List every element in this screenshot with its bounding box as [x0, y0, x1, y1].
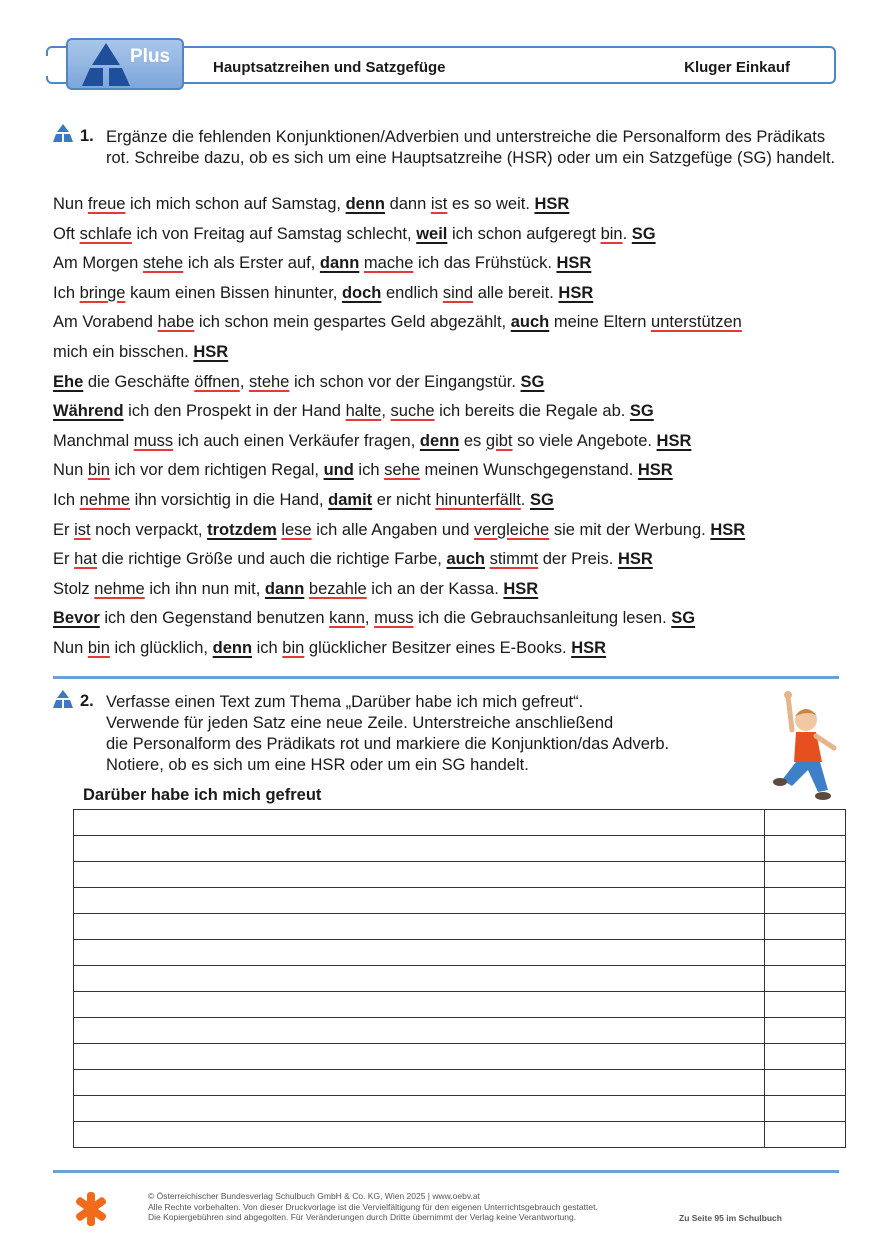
- answer-label: SG: [671, 609, 696, 628]
- sentence-text: ,: [239, 372, 249, 391]
- exercise-line: [53, 521, 745, 540]
- conjunction: weil: [416, 224, 448, 243]
- section-divider: [53, 676, 839, 679]
- sentence-text: die richtige Größe und auch die richtige Farbe,: [97, 550, 447, 569]
- writing-row: [74, 1044, 846, 1070]
- verb-underlined: bringe: [79, 283, 126, 302]
- sentence-text: der Preis.: [538, 550, 618, 569]
- sentence-text: ich ihn nun mit,: [144, 579, 265, 598]
- task2-instruction-line: die Personalform des Prädikats rot und markiere die Konjunktion/das Adverb.: [106, 735, 670, 753]
- exercise-line: [53, 225, 656, 244]
- task2-number: 2.: [80, 692, 94, 710]
- sentence-text: ich von Freitag auf Samstag schlecht,: [131, 224, 417, 243]
- verb-underlined: ist: [430, 195, 448, 213]
- sentence-text: ich alle Angaben und: [311, 520, 475, 539]
- exercise-line: [53, 195, 569, 214]
- answer-label: HSR: [534, 195, 570, 213]
- level-pyramid-icon: [53, 124, 73, 142]
- answer-label: HSR: [710, 520, 746, 539]
- writing-row: [74, 1122, 846, 1148]
- type-cell[interactable]: [765, 966, 846, 992]
- sentence-text: meine Eltern: [549, 313, 652, 332]
- verb-underlined: habe: [157, 313, 195, 332]
- sentence-text: Oft: [53, 224, 80, 243]
- conjunction: Während: [53, 402, 124, 421]
- conjunction: Bevor: [53, 609, 100, 628]
- worksheet-topic: Kluger Einkauf: [684, 59, 790, 76]
- sentence-text: es so weit.: [447, 195, 535, 213]
- sentence-text: .: [622, 224, 632, 243]
- writing-row: [74, 862, 846, 888]
- verb-underlined: lese: [281, 520, 312, 539]
- answer-label: SG: [631, 224, 656, 243]
- sentence-text: ich schon vor der Eingangstür.: [289, 372, 521, 391]
- sentence-text: ich auch einen Verkäufer fragen,: [173, 431, 420, 450]
- exercise-line: [53, 609, 695, 628]
- sentence-cell[interactable]: [74, 1044, 765, 1070]
- verb-underlined: vergleiche: [474, 520, 550, 539]
- answer-label: SG: [529, 491, 554, 509]
- sentence-text: Ich: [53, 283, 80, 302]
- sentence-cell[interactable]: [74, 1096, 765, 1122]
- verb-underlined: bin: [600, 224, 623, 243]
- sentence-cell[interactable]: [74, 836, 765, 862]
- sentence-text: ich bereits die Regale ab.: [434, 402, 630, 421]
- sentence-text: ich vor dem richtigen Regal,: [109, 461, 324, 480]
- answer-label: HSR: [503, 579, 539, 598]
- conjunction: dann: [264, 579, 305, 598]
- conjunction: trotzdem: [207, 520, 277, 539]
- sentence-text: dann: [385, 195, 431, 213]
- cheering-boy-illustration: [770, 690, 842, 806]
- conjunction: Ehe: [53, 372, 84, 391]
- sentence-cell[interactable]: [74, 940, 765, 966]
- copyright-line: Die Kopiergebühren sind abgegolten. Für Veränderungen durch Dritte übernimmt der Verlag keine Verantwortung.: [148, 1212, 577, 1222]
- writing-row: [74, 836, 846, 862]
- type-cell[interactable]: [765, 862, 846, 888]
- type-cell[interactable]: [765, 888, 846, 914]
- verb-underlined: muss: [374, 609, 414, 628]
- verb-underlined: halte: [345, 402, 382, 421]
- sentence-text: ich den Prospekt in der Hand: [123, 402, 346, 421]
- task1-instruction: Ergänze die fehlenden Konjunktionen/Adverbien und unterstreiche die Personalform des Prädikats rot. Schreibe dazu, ob es sich um eine Hauptsatzreihe (HSR) oder um ein Satzgefüge (SG) handelt.: [106, 128, 836, 167]
- sentence-text: ich an der Kassa.: [366, 579, 504, 598]
- verb-underlined: ist: [74, 520, 91, 539]
- sentence-cell[interactable]: [74, 1122, 765, 1148]
- verb-underlined: bin: [87, 461, 110, 480]
- sentence-text: .: [520, 491, 530, 509]
- type-cell[interactable]: [765, 1070, 846, 1096]
- sentence-cell[interactable]: [74, 1018, 765, 1044]
- verb-underlined: gibt: [485, 431, 513, 450]
- sentence-cell[interactable]: [74, 1070, 765, 1096]
- writing-row: [74, 940, 846, 966]
- answer-label: HSR: [637, 461, 673, 480]
- sentence-text: sie mit der Werbung.: [549, 520, 711, 539]
- verb-underlined: sind: [442, 283, 474, 302]
- sentence-cell[interactable]: [74, 914, 765, 940]
- sentence-text: Nun: [53, 195, 88, 213]
- exercise-line: [53, 313, 742, 332]
- verb-underlined: sehe: [384, 461, 420, 480]
- answer-label: HSR: [558, 283, 594, 302]
- verb-underlined: hinunterfällt: [435, 491, 521, 509]
- writing-row: [74, 810, 846, 836]
- answer-label: HSR: [193, 343, 229, 361]
- task2-instruction-line: Verfasse einen Text zum Thema „Darüber habe ich mich gefreut“.: [106, 693, 584, 711]
- answer-label: SG: [520, 372, 545, 391]
- sentence-text: kaum einen Bissen hinunter,: [125, 283, 342, 302]
- sentence-text: ich schon mein gespartes Geld abgezählt,: [194, 313, 511, 332]
- verb-underlined: schlafe: [79, 224, 132, 243]
- sentence-text: ich als Erster auf,: [183, 254, 320, 273]
- writing-row: [74, 888, 846, 914]
- sentence-text: Er: [53, 520, 75, 539]
- conjunction: damit: [328, 491, 373, 509]
- type-cell[interactable]: [765, 1018, 846, 1044]
- verb-underlined: freue: [87, 195, 126, 213]
- type-cell[interactable]: [765, 914, 846, 940]
- sentence-cell[interactable]: [74, 992, 765, 1018]
- exercise-line: [53, 550, 653, 569]
- type-cell[interactable]: [765, 940, 846, 966]
- pyramid-logo-icon: [82, 43, 130, 87]
- verb-underlined: unterstützen: [651, 313, 742, 332]
- type-cell[interactable]: [765, 810, 846, 836]
- sentence-text: Ich: [53, 491, 80, 509]
- sentence-text: Manchmal: [53, 431, 134, 450]
- sentence-text: Er: [53, 550, 75, 569]
- conjunction: auch: [446, 550, 485, 569]
- conjunction: doch: [341, 283, 382, 302]
- verb-underlined: stimmt: [489, 550, 539, 569]
- exercise-line: [53, 343, 228, 362]
- copyright-line: © Österreichischer Bundesverlag Schulbuch GmbH & Co. KG, Wien 2025 | www.oebv.at: [148, 1191, 480, 1201]
- verb-underlined: hat: [74, 550, 98, 569]
- verb-underlined: kann: [329, 609, 365, 628]
- sentence-text: ,: [364, 609, 375, 628]
- writing-table: [73, 809, 846, 1148]
- exercise-line: [53, 373, 544, 392]
- footer-divider: [53, 1170, 839, 1173]
- exercise-line: [53, 402, 654, 421]
- verb-underlined: bezahle: [308, 579, 367, 598]
- verb-underlined: öffnen: [194, 372, 240, 391]
- conjunction: denn: [212, 639, 253, 657]
- sentence-text: Am Morgen: [53, 254, 143, 273]
- exercise-line: [53, 254, 591, 273]
- header-notch: [40, 56, 54, 76]
- sentence-text: alle bereit.: [473, 283, 559, 302]
- exercise-line: [53, 432, 691, 451]
- conjunction: denn: [345, 195, 385, 213]
- plus-logo: [66, 38, 184, 90]
- sentence-text: die Geschäfte: [83, 372, 195, 391]
- answer-label: HSR: [571, 639, 607, 657]
- sentence-text: ich die Gebrauchsanleitung lesen.: [413, 609, 672, 628]
- task2-instruction-line: Verwende für jeden Satz eine neue Zeile. Unterstreiche anschließend: [106, 714, 614, 732]
- page-reference: Zu Seite 95 im Schulbuch: [679, 1213, 782, 1223]
- writing-row: [74, 914, 846, 940]
- answer-label: HSR: [556, 254, 592, 273]
- copyright-line: Alle Rechte vorbehalten. Von dieser Druckvorlage ist die Vervielfältigung für den eigenen Unterrichtsgebrauch gestattet.: [148, 1201, 598, 1212]
- sentence-text: endlich: [381, 283, 443, 302]
- sentence-text: es: [459, 431, 486, 450]
- type-cell[interactable]: [765, 1096, 846, 1122]
- sentence-text: ich: [353, 461, 385, 480]
- copyright-notice: [148, 1191, 598, 1223]
- sentence-text: ich den Gegenstand benutzen: [99, 609, 330, 628]
- writing-row: [74, 966, 846, 992]
- exercise-line: [53, 284, 593, 303]
- verb-underlined: stehe: [249, 372, 290, 391]
- sentence-text: ihn vorsichtig in die Hand,: [130, 491, 329, 509]
- writing-row: [74, 1096, 846, 1122]
- sentence-text: ,: [381, 402, 391, 421]
- task2-instruction-line: Notiere, ob es sich um eine HSR oder um ein SG handelt.: [106, 756, 529, 774]
- conjunction: denn: [419, 431, 460, 450]
- sentence-text: glücklicher Besitzer eines E-Books.: [304, 639, 572, 657]
- sentence-text: ich glücklich,: [109, 639, 213, 657]
- conjunction: auch: [510, 313, 550, 332]
- sentence-text: Nun: [53, 461, 88, 480]
- sentence-cell[interactable]: [74, 810, 765, 836]
- verb-underlined: suche: [390, 402, 435, 421]
- exercise-line: [53, 491, 554, 510]
- writing-row: [74, 1070, 846, 1096]
- sentence-text: ich das Frühstück.: [413, 254, 557, 273]
- answer-label: HSR: [617, 550, 653, 569]
- task1-number: 1.: [80, 127, 94, 145]
- sentence-text: er nicht: [372, 491, 436, 509]
- writing-row: [74, 992, 846, 1018]
- sentence-text: noch verpackt,: [90, 520, 208, 539]
- sentence-text: Nun: [53, 639, 88, 657]
- logo-text: Plus: [130, 46, 171, 67]
- sentence-text: meinen Wunschgegenstand.: [419, 461, 638, 480]
- exercise-line: [53, 461, 673, 480]
- level-pyramid-icon: [53, 690, 73, 708]
- conjunction: und: [323, 461, 354, 480]
- publisher-logo-icon: [72, 1190, 110, 1228]
- conjunction: dann: [319, 254, 360, 273]
- writing-row: [74, 1018, 846, 1044]
- verb-underlined: bin: [282, 639, 305, 657]
- answer-label: HSR: [656, 431, 692, 450]
- sentence-text: Stolz: [53, 579, 95, 598]
- answer-label: SG: [629, 402, 654, 421]
- task2-instruction: [106, 692, 766, 776]
- verb-underlined: stehe: [142, 254, 184, 273]
- sentence-cell[interactable]: [74, 862, 765, 888]
- type-cell[interactable]: [765, 992, 846, 1018]
- writing-table-title: Darüber habe ich mich gefreut: [83, 786, 322, 804]
- exercise-line: [53, 639, 606, 658]
- type-cell[interactable]: [765, 836, 846, 862]
- exercise-line: [53, 580, 538, 599]
- sentence-cell[interactable]: [74, 888, 765, 914]
- sentence-cell[interactable]: [74, 966, 765, 992]
- sentence-text: ich: [252, 639, 283, 657]
- type-cell[interactable]: [765, 1122, 846, 1148]
- sentence-text: ich mich schon auf Samstag,: [125, 195, 346, 213]
- sentence-text: ich schon aufgeregt: [447, 224, 601, 243]
- type-cell[interactable]: [765, 1044, 846, 1070]
- worksheet-title: Hauptsatzreihen und Satzgefüge: [213, 59, 446, 76]
- verb-underlined: mache: [363, 254, 414, 273]
- sentence-text: mich ein bisschen.: [53, 343, 194, 361]
- verb-underlined: muss: [133, 431, 174, 450]
- verb-underlined: bin: [87, 639, 110, 657]
- verb-underlined: nehme: [79, 491, 131, 509]
- sentence-text: Am Vorabend: [53, 313, 158, 332]
- verb-underlined: nehme: [94, 579, 145, 598]
- sentence-text: so viele Angebote.: [512, 431, 657, 450]
